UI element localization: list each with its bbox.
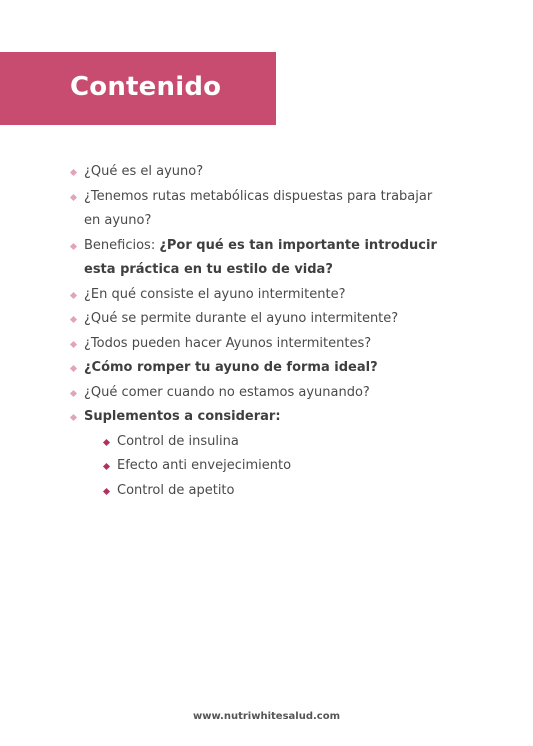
toc-item-text: ¿Todos pueden hacer Ayunos intermitentes? (84, 335, 372, 351)
page-title: Contenido (70, 72, 222, 102)
toc-item-prefix: Beneficios: (84, 237, 160, 253)
diamond-bullet-icon (103, 438, 110, 445)
toc-item-text: ¿En qué consiste el ayuno intermitente? (84, 286, 346, 302)
diamond-bullet-icon (70, 316, 77, 323)
toc-subitem (103, 430, 450, 455)
toc-subitem (103, 454, 450, 479)
toc-subitem-text: Efecto anti envejecimiento (117, 458, 292, 473)
diamond-bullet-icon (103, 463, 110, 470)
toc-item-text: ¿Qué es el ayuno? (84, 164, 204, 179)
diamond-bullet-icon (70, 365, 77, 372)
toc-item (70, 405, 450, 430)
title-banner (0, 52, 276, 125)
diamond-bullet-icon (70, 389, 77, 396)
toc-item (70, 234, 450, 283)
diamond-bullet-icon (70, 340, 77, 347)
diamond-bullet-icon (103, 487, 110, 494)
toc-item-text: ¿Tenemos rutas metabólicas dispuestas para trabajar en ayuno? (84, 188, 433, 228)
toc-item-bold-text: ¿Por qué es tan importante introducir esta práctica en tu estilo de vida? (84, 237, 437, 277)
toc-item-bold-text: ¿Cómo romper tu ayuno de forma ideal? (84, 360, 378, 375)
diamond-bullet-icon (70, 169, 77, 176)
toc-item (70, 160, 450, 185)
toc-item (70, 381, 450, 406)
toc-item (70, 185, 450, 234)
toc-item (70, 307, 450, 332)
toc-item (70, 283, 450, 308)
diamond-bullet-icon (70, 414, 77, 421)
toc-subitem-text: Control de apetito (117, 482, 235, 498)
toc-subitem (103, 479, 450, 504)
footer-url: www.nutriwhitesalud.com (192, 711, 341, 722)
toc-item-text: ¿Qué comer cuando no estamos ayunando? (84, 384, 370, 400)
toc-item (70, 356, 450, 381)
diamond-bullet-icon (70, 291, 77, 298)
toc-item-text: ¿Qué se permite durante el ayuno intermitente? (84, 311, 399, 326)
toc-subitem-text: Control de insulina (117, 433, 239, 449)
table-of-contents (70, 160, 450, 503)
diamond-bullet-icon (70, 242, 77, 249)
toc-item (70, 332, 450, 357)
diamond-bullet-icon (70, 193, 77, 200)
toc-item-bold-text: Suplementos a considerar: (84, 409, 281, 424)
